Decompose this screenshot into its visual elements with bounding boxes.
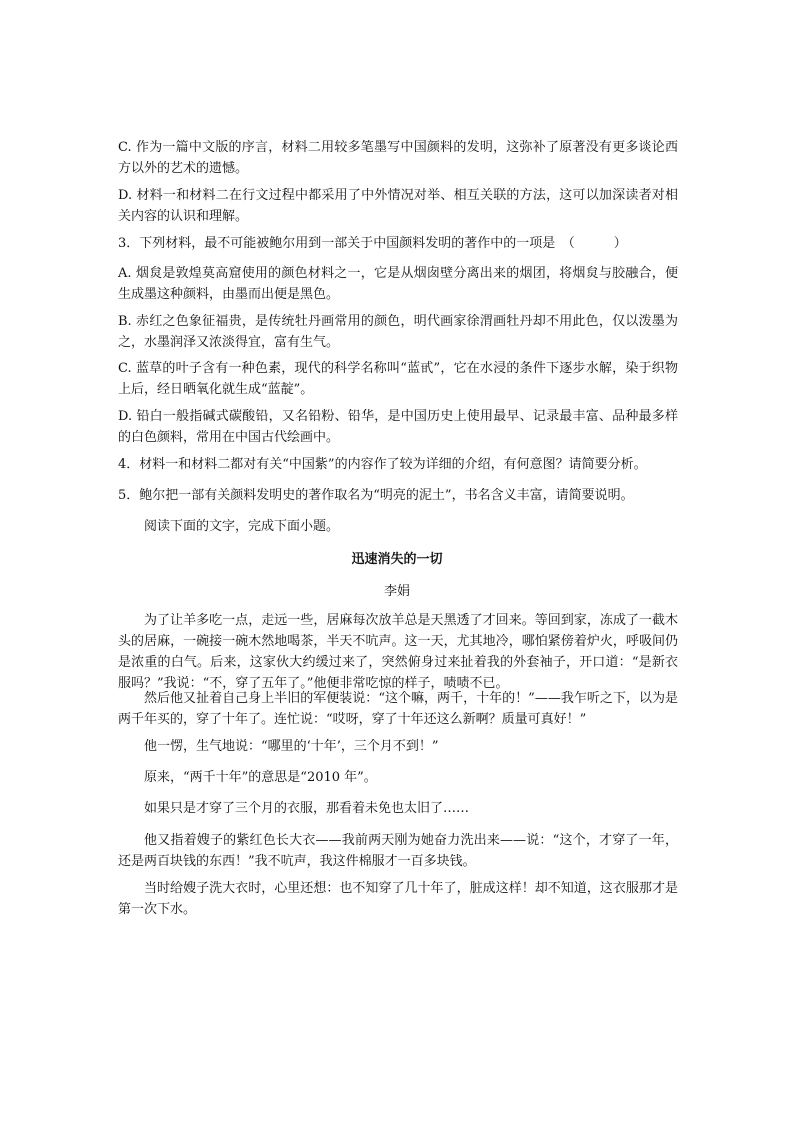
q2-option-d: D. 材料一和材料二在行文过程中都采用了中外情况对举、相互关联的方法，这可以加深读者对相关内容的认识和理解。 <box>118 188 678 224</box>
question-5: 5．鲍尔把一部有关颜料发明史的著作取名为“明亮的泥土”，书名含义丰富，请简要说明。 <box>118 488 634 503</box>
question-3: 3．下列材料，最不可能被鲍尔用到一部关于中国颜料发明的著作中的一项是 （ ） <box>118 236 627 251</box>
story-author: 李娟 <box>383 584 410 599</box>
q3-option-c: C. 蓝草的叶子含有一种色素，现代的科学名称叫“蓝甙”，它在水浸的条件下逐步水解，染于织物上后，经日晒氧化就生成“蓝靛”。 <box>118 361 678 397</box>
story-paragraph: 他一愣，生气地说：“哪里的‘十年’，三个月不到！” <box>144 739 439 754</box>
q3-option-b: B. 赤红之色象征福贵，是传统牡丹画常用的颜色，明代画家徐渭画牡丹却不用此色，仅以泼墨为之，水墨润泽又浓淡得宜，富有生气。 <box>118 314 678 350</box>
question-4: 4．材料一和材料二都对有关“中国紫”的内容作了较为详细的介绍，有何意图？请简要分析。 <box>118 457 647 472</box>
story-paragraph: 当时给嫂子洗大衣时，心里还想：也不知穿了几十年了，脏成这样！却不知道，这衣服那才是第一次下水。 <box>118 881 678 917</box>
story-paragraph: 然后他又扯着自己身上半旧的军便装说：“这个嘛，两千，十年的！”——我乍听之下，以为是两千年买的，穿了十年了。连忙说：“哎呀，穿了十年还这么新啊？质量可真好！” <box>118 691 678 727</box>
q3-option-a: A. 烟炱是敦煌莫高窟使用的颜色材料之一，它是从烟囱壁分离出来的烟团，将烟炱与胶融合，便生成墨这种颜料，由墨而出便是黑色。 <box>118 266 678 302</box>
story-title: 迅速消失的一切 <box>351 552 443 567</box>
q3-option-d: D. 铅白一般指碱式碳酸铅，又名铅粉、铅华，是中国历史上使用最早、记录最丰富、品种最多样的白色颜料，常用在中国古代绘画中。 <box>118 409 678 445</box>
q2-option-c: C. 作为一篇中文版的序言，材料二用较多笔墨写中国颜料的发明，这弥补了原著没有更多谈论西方以外的艺术的遗憾。 <box>118 140 678 176</box>
reading-instruction: 阅读下面的文字，完成下面小题。 <box>144 519 340 534</box>
story-paragraph: 他又指着嫂子的紫红色长大衣——我前两天刚为她奋力洗出来——说：“这个，才穿了一年，还是两百块钱的东西！”我不吭声，我这件棉服才一百多块钱。 <box>118 833 678 869</box>
story-paragraph: 原来，“两千十年”的意思是“2010 年”。 <box>144 770 377 785</box>
story-paragraph: 如果只是才穿了三个月的衣服，那看着未免也太旧了…… <box>144 801 470 816</box>
story-paragraph: 为了让羊多吃一点，走远一些，居麻每次放羊总是天黑透了才回来。等回到家，冻成了一截木头的居麻，一碗接一碗木然地喝茶，半天不吭声。这一天，尤其地冷，哪怕紧傍着炉火，呼吸间仍是浓重的白气。后来，这家伙大约缓过来了，突然俯身过来扯着我的外套袖子，开口道：“是新衣服吗？”我说：“不，穿了五年了。”他便非常吃惊的样子，啧啧不已。 <box>118 613 678 691</box>
